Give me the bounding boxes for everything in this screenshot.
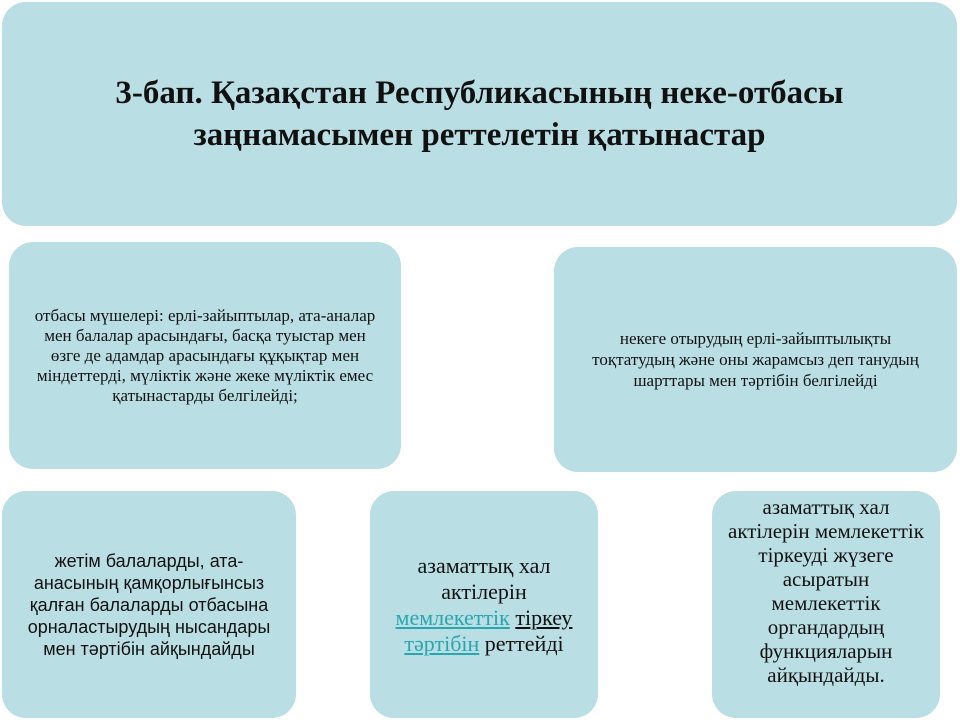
marriage-conditions-text: некеге отырудың ерлі-зайыптылықты тоқтатудың және оны жарамсыз деп танудың шарттары мен тәртібін белгілейді (592, 329, 919, 390)
orphans-placement-box (2, 491, 296, 718)
title-box (2, 2, 957, 226)
orphans-placement-text: жетім балаларды, ата-анасының қамқорлығынсыз қалған балаларды отбасына орналастырудың нысандары мен тәртібін айқындайды (27, 550, 271, 659)
title-line-1: 3-бап. Қазақстан Республикасының неке-отбасы (115, 75, 844, 111)
state-organs-box (712, 491, 940, 718)
civil-registry-part2: реттейді (484, 630, 564, 656)
civil-registry-part1: азаматтық хал актілерін (417, 552, 551, 604)
family-relations-box (9, 242, 401, 469)
state-link[interactable]: мемлекеттік (395, 604, 510, 630)
civil-registry-box (370, 491, 598, 718)
marriage-conditions-box (554, 247, 957, 472)
family-relations-text: отбасы мүшелері: ерлі-зайыптылар, ата-аналар мен балалар арасындағы, басқа туыстар мен өзге де адамдар арасындағы құқықтар мен міндеттерді, мүліктік және жеке мүліктік емес қатынастарды белгілейді; (34, 305, 376, 405)
page-title (75, 72, 883, 156)
civil-registry-text (384, 553, 584, 657)
state-organs-text: азаматтық хал актілерін мемлекеттік тіркеуді жүзеге асыратын мемлекеттік органдардың функцияларын айқындайды. (728, 495, 924, 687)
procedure-link[interactable]: тәртібін (404, 630, 480, 656)
registration-word: тіркеу (515, 604, 573, 630)
title-line-2: заңнамасымен реттелетін қатынастар (193, 117, 766, 153)
